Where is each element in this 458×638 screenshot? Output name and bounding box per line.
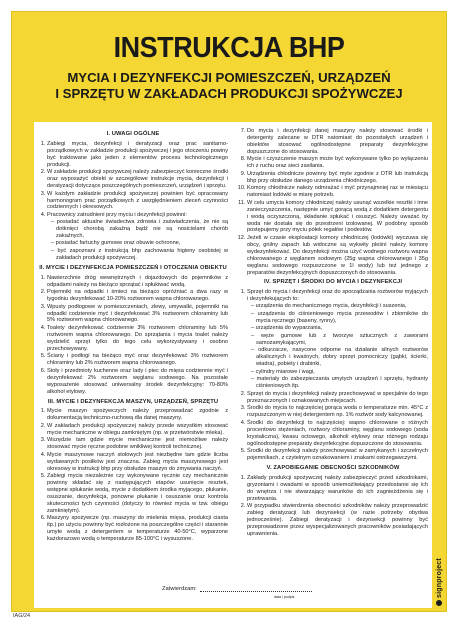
list-item: 4. Toalety dezynfekować codziennie 3% roztworem chloraminy lub 5% roztworem wapna chlorowanego. Do sprzątania i mycia toalet należy wydzielić sprzęt tylko do tego celu wykorzystywany i osobno przechowywany. (47, 325, 228, 353)
list-item: 4. Mycie maszynowe naczyń stołowych jest niezbędne tam gdzie liczba wydawanych posiłków jest znaczna. Zabieg mycia maszynowego jest okresowy w instrukcji bhp przy obsłudze maszyn do zmywania naczyń. (47, 452, 228, 473)
list-item: 2. W przypadku stwierdzenia obecności szkodników należy przeprowadzić zabieg deratyzacji lub dezynsekcji (w razie potrzeby obydwa jednocześnie). Zabiegi deratyzacji i dezynsekcji powinny być przeprowadzone przez wyspecjalizowanych pracowników posiadających uprawnienia. (247, 503, 428, 538)
sub-list-item: – węże gumowe lub z tworzyw sztucznych z zaworami samozamykającymi, (251, 333, 428, 347)
right-column (238, 128, 428, 538)
sub-list-item: – cylindry miarowe i wagi, (251, 369, 428, 376)
list-item: 5. Ściany i podłogi na bieżąco myć oraz dezynfekować 3% roztworem chloraminy lub 2% roztworem wapna chlorowanego. (47, 353, 228, 367)
list-item-text: Sprzęt do mycia i dezynfekcji oraz do sporządzania roztworów myjących i dezynfekujących to: (247, 289, 428, 303)
list-item: 2. W zakładach produkcji spożywczej należy przede wszystkim stosować mycie mechaniczne w obiegu zamkniętym (np. w przetwórstwie mleka). (47, 423, 228, 437)
section-rooms-list (38, 275, 228, 396)
section-heading-machines: III. MYCIE I DEZYNFEKCJA MASZYN, URZĄDZEŃ, SPRZĘTU (47, 398, 219, 405)
list-item: 3. W każdym zakładzie produkcji spożywczej powinien być opracowany harmonogram prac porządkowych z uwzględnieniem zleceń czynności codziennych i okresowych. (47, 191, 228, 212)
list-item: 1. Nawierzchnie dróg wewnętrznych i dojazdowych do pojemników z odpadami należy na bieżąco sprzątać i spłukiwać wodą. (47, 275, 228, 289)
sub-list-item: – być zapoznani z instrukcją bhp zachowania higieny osobistej w zakładach produkcji spożywczej. (51, 248, 228, 262)
signature-field (200, 586, 312, 592)
sub-list-item: – posiadać aktualne świadectwa zdrowia i zaświadczenia, że nie są dotknięci chorobą zakaźną bądź nie są nosicielami chorób zakaźnych, (51, 219, 228, 240)
list-item: 2. W zakładzie produkcji spożywczej należy zabezpieczyć konieczne środki oraz wyposażyć obiekt w szczegółowe instrukcje mycia, dezynfekcji i deratyzacji dotyczące poszczególnych pomieszczeń, urządzeń i sprzętu. (47, 169, 228, 190)
list-item-text: Pracownicy zatrudnieni przy myciu i dezynfekcji powinni: (47, 212, 187, 219)
list-item: 7. Do mycia i dezynfekcji danej maszyny należy stosować środki i detergenty zalecane w DTR natomiast do pozostałych urządzeń i obiektów stosować ogólnodostępne preparaty dezynfekcyjne dopuszczone do stosowania. (247, 128, 428, 156)
left-column (38, 128, 228, 544)
sub-list-item: – posiadać fartuchy gumowe oraz obuwie ochronne, (51, 240, 228, 247)
list-item: 5. Środki do dezynfekcji należy przechowywać w zamykanych i szczelnych pojemnikach, z czytelnym oznakowaniem i znakami ostrzegawczymi. (247, 448, 428, 462)
brand-name: signproject (436, 558, 443, 598)
subtitle-line-1: MYCIA I DEZYNFEKCJI POMIESZCZEŃ, URZĄDZEŃ (67, 70, 391, 85)
sub-list-item: – urządzenia do wyparzania, (251, 325, 428, 332)
list-item: 10. Komory chłodnicze należy odmrażać i myć przynajmniej raz w miesiącu natomiast lodówki w miarę potrzeb. (247, 185, 428, 199)
section-heading-general: I. UWAGI OGÓLNE (106, 131, 160, 137)
sub-list (47, 219, 228, 262)
page-title: INSTRUKCJA BHP (113, 32, 345, 64)
list-item: 2. Pojemniki na odpadki i śmieci na bieżąco opróżniać a dwa razy w tygodniu dezynfekować 10-20% roztworem wapna chlorowanego. (47, 289, 228, 303)
list-item: 12. Jeżeli w czasie eksploatacji komory chłodniczej (lodówki) wyczuwa się obcy, gnilny zapach lub widoczne są wykwity pleśni należy komorę wydezynfekować. Do dezynfekcji można użyć wodnego roztworu wapna chlorowanego z węglanem sodowym (25g wapna chlorowanego i 35g węglanu sodowego rozpuszczone w 1l wody) lub też jednego z preparatów dezynfekcyjnych dopuszczonych do stosowania. (247, 235, 428, 276)
section-machines-list (38, 408, 228, 543)
signature-caption: data i podpis (274, 595, 295, 599)
list-item: 5. Zabiegi mycia niezależnie czy wykonywane ręcznie czy mechanicznie powinny składać się z następujących etapów: usunięcie resztek, wstępne spłukanie wodą, mycie z dodatkiem środka myjącego, płukanie, osuszanie, dezynfekcja, ponowne płukanie i osuszanie oraz kontrola skuteczności tych czynności (dotyczy to również mycia w tzw. obiegu zamkniętym). (47, 473, 228, 514)
section-heading-pests: V. ZAPOBIEGANIE OBECNOŚCI SZKODNIKÓW (266, 465, 400, 471)
sub-list-item: – materiały do zabezpieczania umytych urządzeń i sprzętu, hydranty ciśnieniowych itp. (251, 376, 428, 390)
sub-list-item: – urządzenia do mechanicznego mycia, dezynfekcji i suszenia, (251, 303, 428, 310)
instruction-sign (11, 11, 447, 612)
approval-label: Zatwierdzam: (162, 586, 197, 592)
section-equipment-list (238, 289, 428, 462)
list-item: 8. Mycie i czyszczenie maszyn może być wykonywane tylko po wyłączeniu ich z ruchu oraz sieci zasilania. (247, 156, 428, 170)
subtitle-line-2: I SPRZĘTU W ZAKŁADACH PRODUKCJI SPOŻYWCZEJ (55, 86, 403, 101)
list-item: 6. Maszyny spożywcze (np. maszyny do mielenia mięsa, produkcji ciasta itp.) po użyciu powinny być rozłożone na poszczególne części i starannie umyte wodą z detergentem w temperaturze 40-50°C, wyparzone każdorazowo wodą o temperaturze 85-100°C i wysuszone. (47, 515, 228, 543)
list-item: 3. Wszędzie tam gdzie mycie mechaniczne jest niemożliwe należy stosować mycie ręczne podobne wnikliwej kontroli technicznej. (47, 437, 228, 451)
list-item (47, 212, 228, 262)
brand-logo-icon (436, 600, 442, 606)
list-item: 4. Środki do dezynfekcji to najczęściej: wapno chlorowane o różnych procentowo stężeniach, roztwory chloraminy, węglanu sodowego (soda krystaliczna), kwasu octowego, alkoholi etylowy oraz różnego rodzaju ogólnodostępne preparaty dezynfekcyjne dopuszczone do stosowania. (247, 420, 428, 448)
sub-list-item: – odkurzacze, nasycone odporne na działanie silnych roztworów alkalicznych i kwaśnych, dobry sprzęt pomocniczy (gąbki, ścierki, wiadra), pobiety i drabinki, (251, 347, 428, 368)
sub-list-item: – urządzenia do ciśnieniowego mycia przewodów i zbiorników do mycia ręcznego (baseny, rynny), (251, 311, 428, 325)
list-item: 11. W celu umycia komory chłodniczej należy usunąć wszelkie resztki i inne zanieczyszczenia, następnie umyć gorącą wodą z dodatkiem detergentu i wodą oczyszczoną, składanie spłukać i osuszyć. Należy uważać by woda nie dostała się do przestrzeni izolowanej. W podobny sposób postępujemy przy myciu półek regałów i podestów. (247, 200, 428, 235)
list-item: 3. Wpusty podłogowe w pomieszczeniach, zlewy, umywalki, pojemniki na odpadki codziennie myć i dezynfekować 3% roztworem chloraminy lub 5% roztworem wapna chlorowanego. (47, 304, 228, 325)
list-item: 6. Stoły i przedmioty kuchenne oraz lady i piec do mięsa codziennie myć i dezynfekować 2% roztworem węglanu sodowego. Na pozostałe wyposażenie stosować uniwersalny środek dezynfekcyjny: 70-80% alkohol etylowy. (47, 368, 228, 396)
instruction-body (34, 122, 432, 608)
section-machines-list-cont (238, 128, 428, 276)
section-heading-equipment: IV. SPRZĘT I ŚRODKI DO MYCIA I DEZYNFEKCJI (263, 279, 403, 286)
section-heading-rooms: II. MYCIE I DEZYNFEKCJA POMIESZCZEŃ I OTOCZENIA OBIEKTU (39, 264, 227, 271)
list-item (247, 289, 428, 390)
document-code: IAG/24 (13, 613, 31, 619)
list-item: 9. Urządzenia chłodnicze powinny być myte zgodnie z DTR lub instrukcją bhp przy obsłudze danego urządzenia chłodniczego. (247, 171, 428, 185)
list-item: 3. Środki do mycia to najczęściej gorąca woda o temperaturze min. 45°C z rozpuszczonym w niej detergentem np. 1% roztwór sody kalcynowanej. (247, 405, 428, 419)
list-item: 2. Sprzęt do mycia i dezynfekcji należy przechowywać w specjalnie do tego przeznaczonych i oznakowanych miejscach. (247, 391, 428, 405)
section-pests-list (238, 475, 428, 538)
sub-list (247, 303, 428, 390)
approval-line (162, 586, 312, 592)
list-item: 1. Zakłady produkcji spożywczej należy zabezpieczyć przed szkodnikami, gryzoniami i owadami w sposób uniemożliwiający przedostanie się ich do wnętrza i nie stwarzający warunków do ich zagnieżdżenia się i przetrwania. (247, 475, 428, 503)
list-item: 1. Mycie maszyn spożywczych należy przeprowadzać zgodnie z dokumentacją techniczno-ruchową dla danej maszyny. (47, 408, 228, 422)
list-item: 1. Zabiegi mycia, dezynfekcji i deratyzacji oraz prac sanitarno-porządkowych w zakładzie produkcji spożywczej i jego otoczeniu powiny być traktowane jako jeden z elementów procesu technologicznego produkcji. (47, 141, 228, 169)
section-general-list (38, 141, 228, 262)
brand-logo (436, 558, 443, 606)
